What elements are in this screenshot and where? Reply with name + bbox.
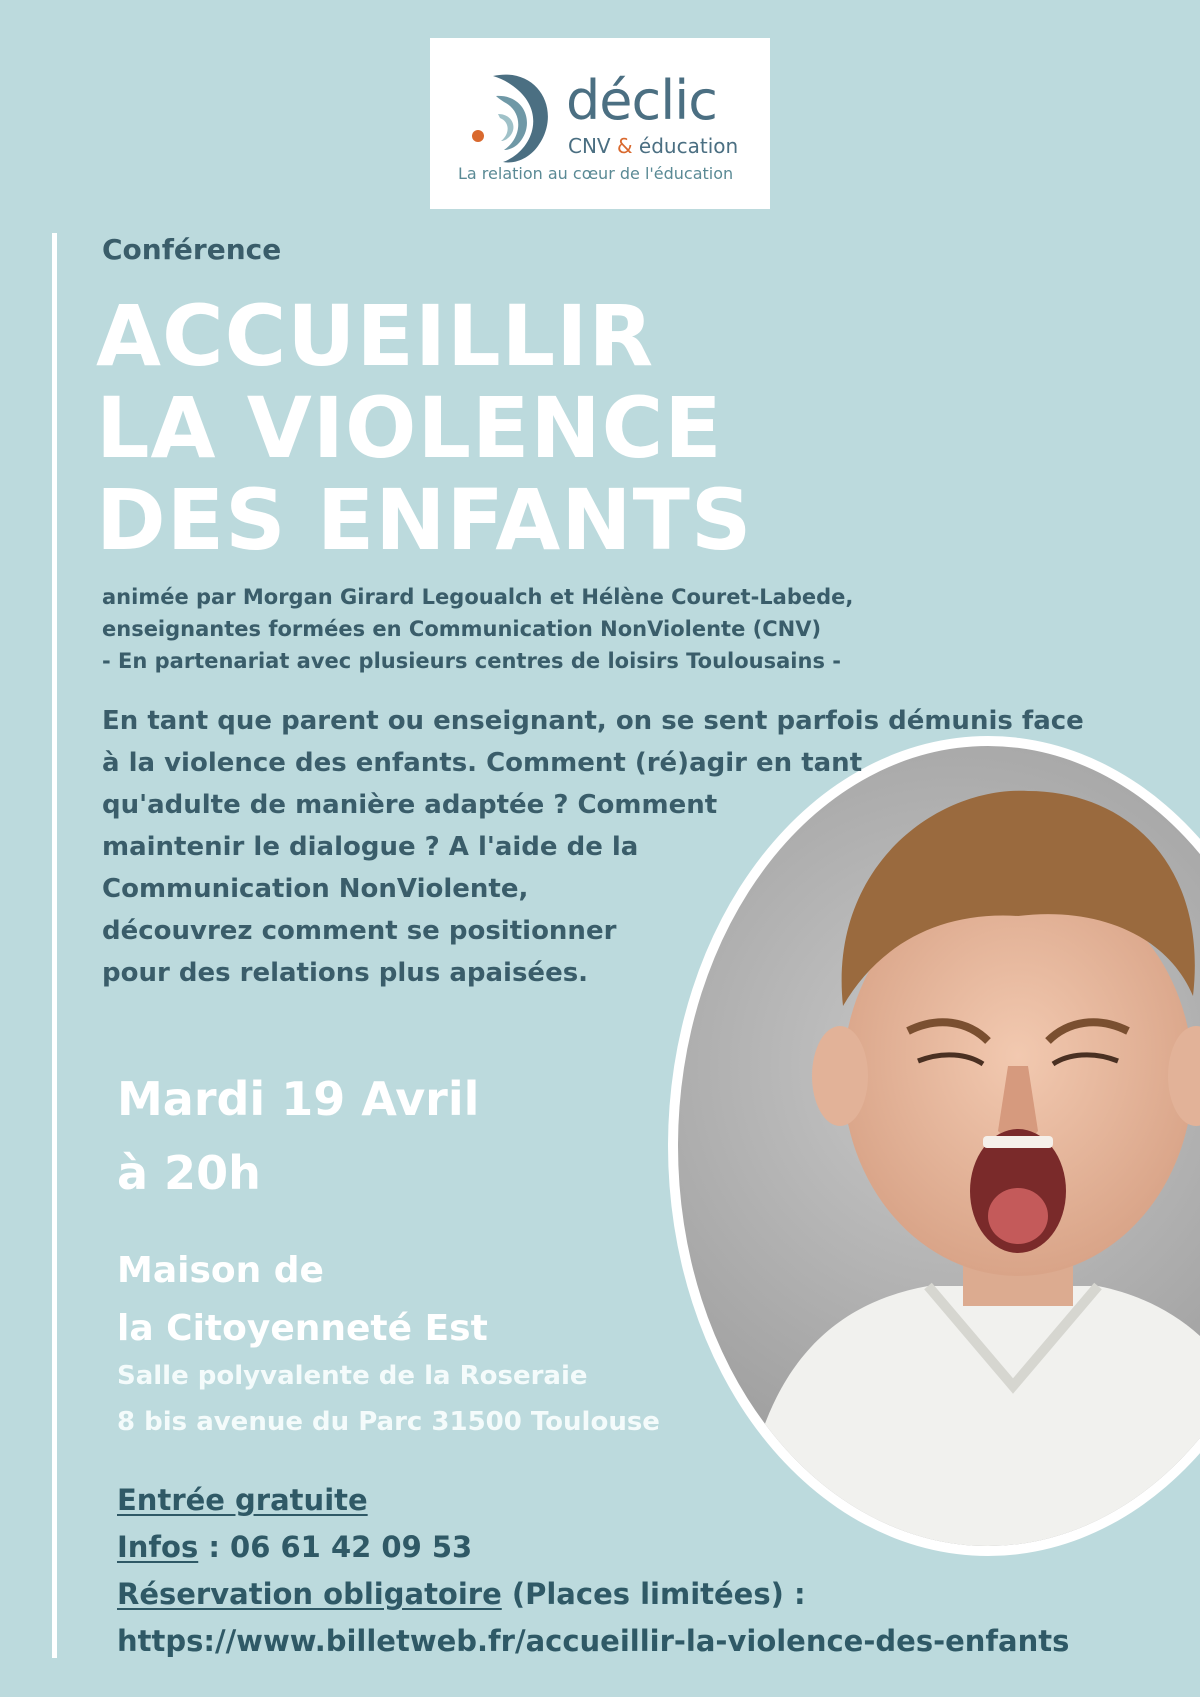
- description-line: Communication NonViolente,: [102, 874, 529, 904]
- entry-line: [117, 1477, 1069, 1524]
- description-line: qu'adulte de manière adaptée ? Comment: [102, 790, 718, 820]
- speakers-line: enseignantes formées en Communication NonViolente (CNV): [102, 617, 822, 641]
- logo-name: déclic: [566, 69, 717, 132]
- event-address: [117, 1353, 660, 1445]
- speakers-line: animée par Morgan Girard Legoualch et Hélène Couret-Labede,: [102, 585, 854, 609]
- venue-line: Maison de: [117, 1250, 324, 1291]
- reservation-line: [117, 1571, 1069, 1618]
- description-line: pour des relations plus apaisées.: [102, 958, 589, 988]
- title-line: LA VIOLENCE: [96, 379, 723, 477]
- title-line: DES ENFANTS: [96, 471, 753, 569]
- reservation-note: (Places limitées) :: [501, 1577, 806, 1611]
- entry-label: Entrée gratuite: [117, 1483, 368, 1517]
- logo-tagline: La relation au cœur de l'éducation: [458, 164, 734, 183]
- phone-number: : 06 61 42 09 53: [198, 1530, 473, 1564]
- infos-line: [117, 1524, 1069, 1571]
- logo-subtitle: [568, 134, 738, 158]
- infos-label: Infos: [117, 1530, 199, 1564]
- speakers-line: - En partenariat avec plusieurs centres de loisirs Toulousains -: [102, 649, 841, 673]
- reservation-url[interactable]: https://www.billetweb.fr/accueillir-la-violence-des-enfants: [117, 1624, 1070, 1658]
- speakers-block: [102, 581, 853, 677]
- event-venue: [117, 1242, 488, 1358]
- practical-info: [117, 1477, 1069, 1665]
- reservation-label: Réservation obligatoire: [117, 1577, 502, 1611]
- description: [102, 700, 1132, 994]
- description-line: à la violence des enfants. Comment (ré)agir en tant: [102, 748, 863, 778]
- event-date: [117, 1062, 479, 1210]
- description-line: maintenir le dialogue ? A l'aide de la: [102, 832, 639, 862]
- time-line: à 20h: [117, 1146, 261, 1200]
- date-line: Mardi 19 Avril: [117, 1072, 480, 1126]
- address-line: 8 bis avenue du Parc 31500 Toulouse: [117, 1407, 660, 1437]
- venue-line: la Citoyenneté Est: [117, 1308, 488, 1349]
- event-type: Conférence: [102, 233, 282, 266]
- logo-sub-education: éducation: [632, 134, 739, 158]
- vertical-accent-bar: [52, 233, 57, 1658]
- description-line: découvrez comment se positionner: [102, 916, 617, 946]
- event-title: [96, 287, 753, 569]
- logo-sub-amp: &: [616, 134, 633, 158]
- declic-logo: [430, 38, 770, 209]
- title-line: ACCUEILLIR: [96, 287, 655, 385]
- description-line: En tant que parent ou enseignant, on se sent parfois démunis face: [102, 706, 1084, 736]
- address-line: Salle polyvalente de la Roseraie: [117, 1361, 588, 1391]
- logo-sub-cnv: CNV: [568, 134, 617, 158]
- declic-swirl-icon: [458, 66, 568, 166]
